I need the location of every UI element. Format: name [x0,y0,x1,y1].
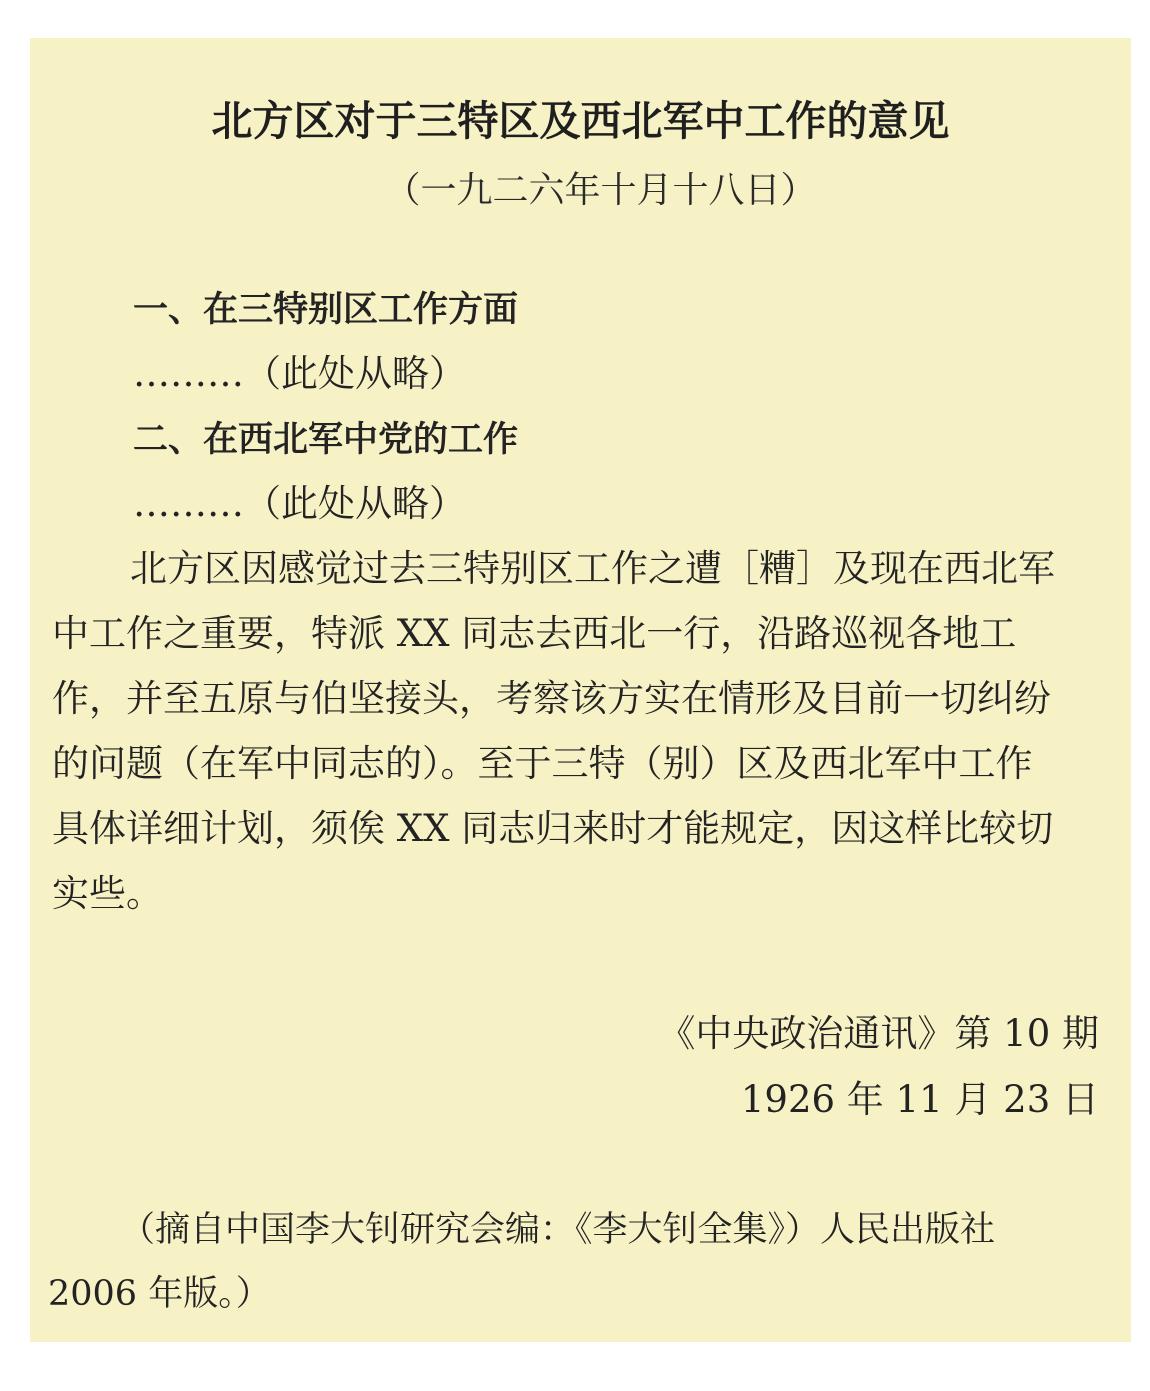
section-heading-2: 二、在西北军中党的工作 [133,420,519,460]
source-date: 1926 年 11 月 23 日 [740,1078,1099,1121]
document-page [30,38,1131,1342]
body-line-5: 具体详细计划，须俟 XX 同志归来时才能规定，因这样比较切 [52,807,1054,850]
document-date: （一九二六年十月十八日） [384,170,817,211]
section-heading-1: 一、在三特别区工作方面 [133,290,519,330]
body-line-6: 实些。 [52,872,163,915]
source-publication: 《中央政治通讯》第 10 期 [658,1012,1099,1055]
document-title: 北方区对于三特区及西北军中工作的意见 [211,97,950,145]
citation-line-1: （摘自中国李大钊研究会编：《李大钊全集》）人民出版社 [120,1210,996,1250]
body-line-1: 北方区因感觉过去三特别区工作之遭［糟］及现在西北军 [130,547,1055,590]
body-line-2: 中工作之重要，特派 XX 同志去西北一行，沿路巡视各地工 [52,612,1017,655]
body-line-4: 的问题（在军中同志的）。至于三特（别）区及西北军中工作 [52,742,1033,785]
body-line-3: 作，并至五原与伯坚接头，考察该方实在情形及目前一切纠纷 [52,677,1051,720]
section-omitted-1: ………（此处从略） [133,352,466,395]
citation-line-2: 2006 年版。） [48,1274,271,1314]
section-omitted-2: ………（此处从略） [133,482,466,525]
